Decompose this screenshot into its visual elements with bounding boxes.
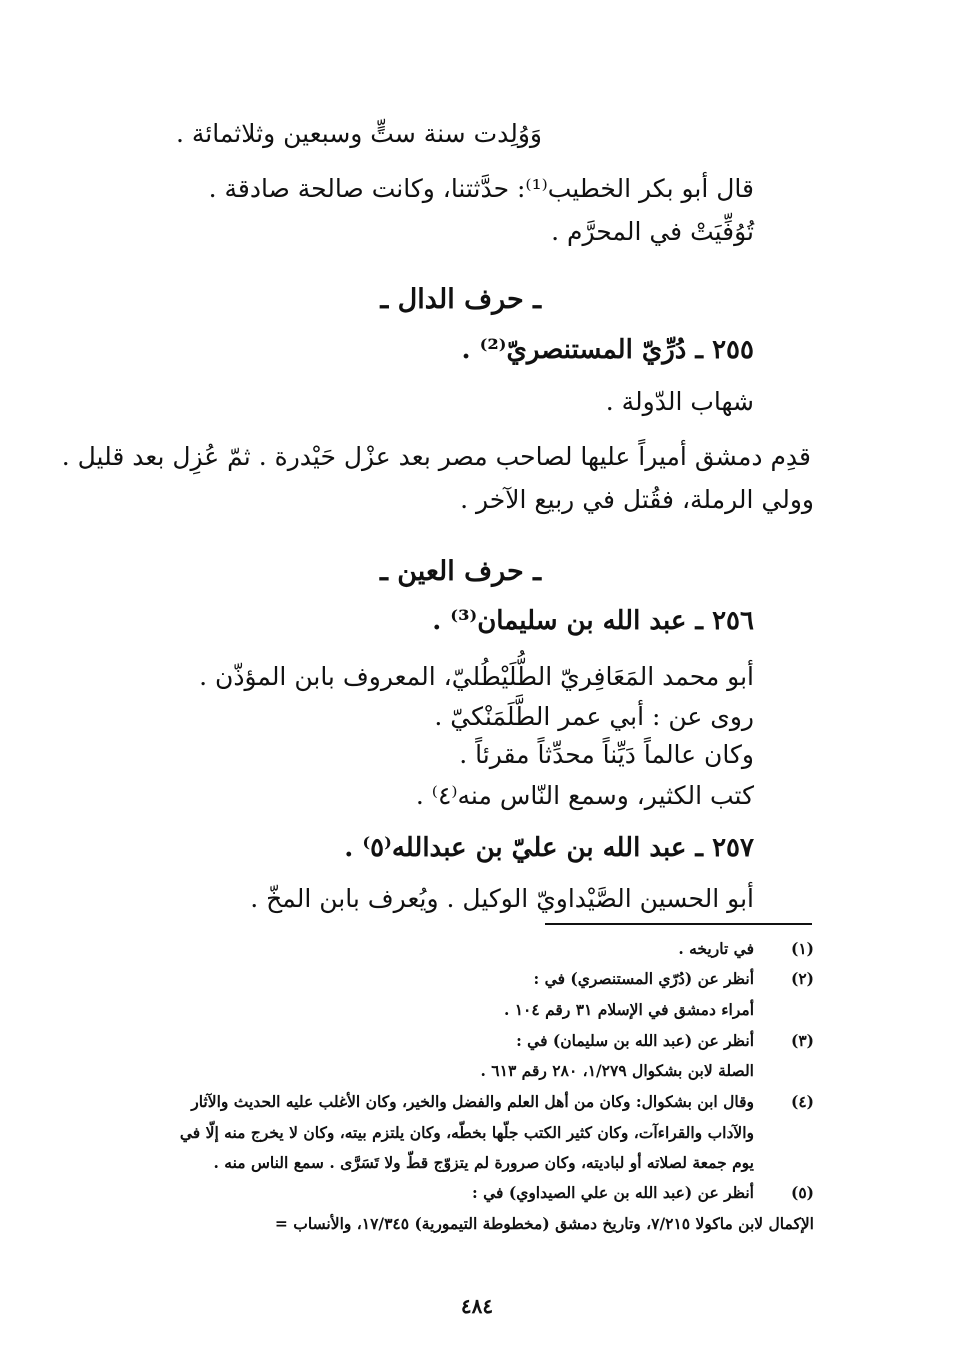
text-line: تُوُفِّيَتْ في المحرَّم . <box>551 217 754 246</box>
entry-heading-256: ٢٥٦ ـ عبد الله بن سليمان⁽³⁾ . <box>432 606 754 636</box>
text-line: شهاب الدّولة . <box>605 387 754 416</box>
section-heading-dal: ـ حرف الدال ـ <box>380 284 541 315</box>
footnote-text: وقال ابن بشكوال: وكان من أهل العلم والفضل والخير، وكان الأغلب عليه الحديث والآثار <box>191 1092 754 1111</box>
footnote-text: أنظر عن (عبد الله بن علي الصيداوي) في : <box>472 1183 754 1202</box>
text-line: قال أبو بكر الخطيب⁽¹⁾: حدَّثتنا، وكانت صالحة صادقة . <box>208 174 754 203</box>
footnote-text: والآداب والقراءآت، وكان كثير الكتب جلّها بخطّه، وكان يلتزم بيته، وكان لا يخرج منه إلّا في <box>179 1123 754 1142</box>
footnote-text: الإكمال لابن ماكولا ٧/٢١٥، وتاريخ دمشق (مخطوطة التيمورية) ١٧/٣٤٥، والأنساب = <box>274 1214 814 1233</box>
footnote-text: أمراء دمشق في الإسلام ٣١ رقم ١٠٤ . <box>503 1000 754 1019</box>
footnote-number: (٣) <box>790 1031 814 1050</box>
footnote-text: أنظر عن (دُرّي المستنصري) في : <box>533 969 754 988</box>
text-line: أبو الحسين الصَّيْداويّ الوكيل . ويُعرف بابن المخّ . <box>250 884 754 913</box>
text-line: روى عن : أبي عمر الطَّلَمَنْكيّ . <box>434 702 754 731</box>
text-line: وَوُلِدت سنة ستٍّ وسبعين وثلاثمائة . <box>175 119 542 148</box>
footnote-text: الصلة لابن بشكوال ١/٢٧٩، ٢٨٠ رقم ٦١٣ . <box>480 1061 754 1080</box>
footnote-divider <box>545 923 812 925</box>
footnote-number: (١) <box>790 939 814 958</box>
text-line: أبو محمد المَعَافِريّ الطُّلَيْطُليّ، المعروف بابن المؤذّن . <box>199 662 754 691</box>
footnote-number: (٤) <box>790 1092 814 1111</box>
footnote-number: (٥) <box>790 1183 814 1202</box>
entry-heading-257: ٢٥٧ ـ عبد الله بن عليّ بن عبدالله⁽٥⁾ . <box>344 833 754 863</box>
text-line: كتب الكثير، وسمع النّاس منه⁽٤⁾ . <box>415 781 754 810</box>
text-line: قدِم دمشق أميراً عليها لصاحب مصر بعد عزْل حَيْدرة . ثمّ عُزِل بعد قليل . <box>61 442 811 471</box>
footnote-text: يوم جمعة لصلاته أو لباديته، وكان صرورة لم يتزوّج قطّ ولا تَسَرَّى . سمع الناس منه . <box>213 1153 754 1172</box>
footnote-text: أنظر عن (عبد الله بن سليمان) في : <box>516 1031 754 1050</box>
text-line: وكان عالماً دَيِّناً محدِّثاً مقرئاً . <box>459 740 754 769</box>
text-line: وولي الرملة، فقُتل في ربيع الآخر . <box>460 485 814 514</box>
section-heading-ain: ـ حرف العين ـ <box>379 556 541 587</box>
page-number: ٤٨٤ <box>460 1294 494 1318</box>
footnote-text: في تاريخه . <box>678 939 754 958</box>
footnote-number: (٢) <box>790 969 814 988</box>
entry-heading-255: ٢٥٥ ـ دُرِّيّ المستنصريّ⁽²⁾ . <box>461 335 754 365</box>
